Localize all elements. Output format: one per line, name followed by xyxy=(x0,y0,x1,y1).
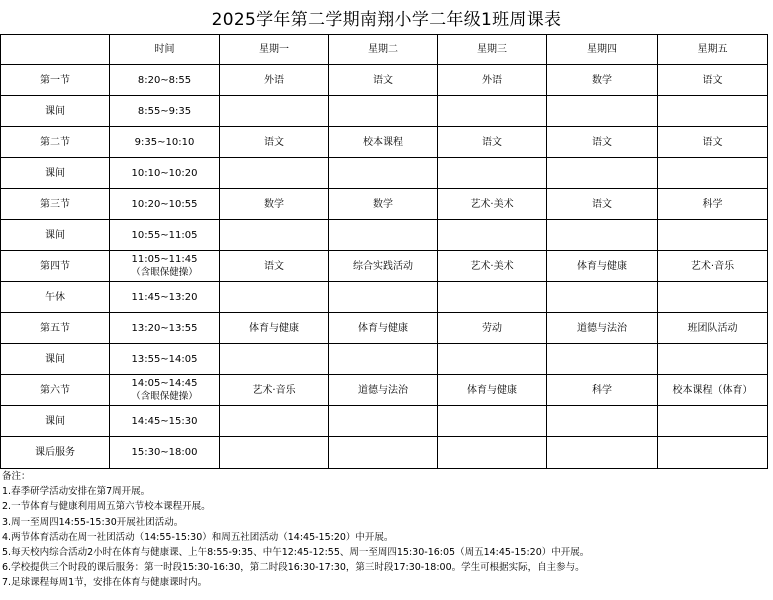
subject-cell: 科学 xyxy=(547,375,658,406)
time-cell xyxy=(110,220,220,251)
time-note: （含眼保健操） xyxy=(131,391,198,402)
time-range: 8:20~8:55 xyxy=(137,74,192,86)
period-label-cell: 课间 xyxy=(1,96,110,127)
period-label-cell: 第六节 xyxy=(1,375,110,406)
subject-cell: 数学 xyxy=(329,189,438,220)
schedule-row xyxy=(1,220,768,251)
period-label-cell: 课间 xyxy=(1,344,110,375)
subject-cell: 艺术·音乐 xyxy=(658,251,768,282)
schedule-row xyxy=(1,375,768,406)
time-cell xyxy=(110,344,220,375)
subject-cell: 艺术·美术 xyxy=(438,251,547,282)
time-range: 9:35~10:10 xyxy=(134,136,195,148)
time-range: 13:20~13:55 xyxy=(131,322,198,334)
schedule-row xyxy=(1,127,768,158)
subject-cell xyxy=(547,406,658,437)
subject-cell: 道德与法治 xyxy=(329,375,438,406)
subject-cell: 艺术·美术 xyxy=(438,189,547,220)
subject-cell: 语文 xyxy=(220,251,329,282)
note-item: 7.足球课程每周1节，安排在体育与健康课时内。 xyxy=(2,577,208,589)
subject-cell: 数学 xyxy=(220,189,329,220)
subject-cell xyxy=(329,437,438,469)
schedule-row xyxy=(1,282,768,313)
subject-cell: 劳动 xyxy=(438,313,547,344)
note-item: 5.每天校内综合活动2小时在体育与健康课、上午8:55-9:35、中午12:45-12:55、周一至周四15:30-16:05（周五14:45-15:20）中开展。 xyxy=(2,547,590,559)
time-range: 10:55~11:05 xyxy=(131,229,198,241)
schedule-row xyxy=(1,251,768,282)
subject-cell: 语文 xyxy=(547,189,658,220)
subject-cell xyxy=(438,437,547,469)
note-item: 2.一节体育与健康利用周五第六节校本课程开展。 xyxy=(2,501,211,513)
subject-cell xyxy=(658,437,768,469)
note-item: 6.学校提供三个时段的课后服务：第一时段15:30-16:30，第二时段16:30-17:30，第三时段17:30-18:00。学生可根据实际，自主参与。 xyxy=(2,562,585,574)
subject-cell xyxy=(220,158,329,189)
subject-cell: 语文 xyxy=(220,127,329,158)
schedule-row xyxy=(1,437,768,469)
subject-cell xyxy=(438,96,547,127)
header-day-2: 星期二 xyxy=(329,35,438,65)
subject-cell xyxy=(658,158,768,189)
schedule-row xyxy=(1,96,768,127)
period-label-cell: 课间 xyxy=(1,158,110,189)
subject-cell: 体育与健康 xyxy=(547,251,658,282)
schedule-row xyxy=(1,344,768,375)
subject-cell xyxy=(658,96,768,127)
period-label-cell: 课间 xyxy=(1,220,110,251)
subject-cell xyxy=(329,282,438,313)
subject-cell: 校本课程 xyxy=(329,127,438,158)
note-item: 3.周一至周四14:55-15:30开展社团活动。 xyxy=(2,516,184,528)
subject-cell xyxy=(220,96,329,127)
subject-cell xyxy=(547,158,658,189)
subject-cell xyxy=(220,406,329,437)
time-cell xyxy=(110,158,220,189)
period-label-cell: 第三节 xyxy=(1,189,110,220)
subject-cell: 体育与健康 xyxy=(438,375,547,406)
subject-cell xyxy=(658,406,768,437)
time-cell xyxy=(110,282,220,313)
time-cell xyxy=(110,65,220,96)
subject-cell: 体育与健康 xyxy=(220,313,329,344)
time-range: 14:05~14:45 xyxy=(131,378,198,389)
period-label-cell: 课后服务 xyxy=(1,437,110,469)
subject-cell: 语文 xyxy=(329,65,438,96)
period-label-cell: 第二节 xyxy=(1,127,110,158)
time-cell xyxy=(110,96,220,127)
header-day-1: 星期一 xyxy=(220,35,329,65)
time-range: 10:10~10:20 xyxy=(131,167,198,179)
time-range: 10:20~10:55 xyxy=(131,198,198,210)
schedule-row xyxy=(1,189,768,220)
schedule-row xyxy=(1,65,768,96)
schedule-row xyxy=(1,406,768,437)
subject-cell xyxy=(220,344,329,375)
header-day-3: 星期三 xyxy=(438,35,547,65)
time-range: 14:45~15:30 xyxy=(131,415,198,427)
period-label-cell: 课间 xyxy=(1,406,110,437)
period-label-cell: 第一节 xyxy=(1,65,110,96)
time-cell xyxy=(110,189,220,220)
subject-cell: 体育与健康 xyxy=(329,313,438,344)
subject-cell xyxy=(547,220,658,251)
time-cell xyxy=(110,437,220,469)
note-item: 4.两节体育活动在周一社团活动（14:55-15:30）和周五社团活动（14:45-15:20）中开展。 xyxy=(2,531,394,543)
schedule-row xyxy=(1,313,768,344)
subject-cell xyxy=(329,406,438,437)
subject-cell xyxy=(547,96,658,127)
header-day-5: 星期五 xyxy=(658,35,768,65)
time-range: 13:55~14:05 xyxy=(131,353,198,365)
notes-section xyxy=(2,469,770,591)
note-item: 1.春季研学活动安排在第7周开展。 xyxy=(2,486,151,498)
period-label-cell: 第四节 xyxy=(1,251,110,282)
subject-cell: 外语 xyxy=(220,65,329,96)
subject-cell xyxy=(438,282,547,313)
subject-cell: 语文 xyxy=(658,127,768,158)
subject-cell: 数学 xyxy=(547,65,658,96)
header-row xyxy=(1,35,768,65)
subject-cell xyxy=(329,96,438,127)
time-cell xyxy=(110,251,220,282)
time-cell xyxy=(110,313,220,344)
subject-cell xyxy=(547,437,658,469)
notes-heading: 备注： xyxy=(2,471,31,482)
subject-cell: 艺术·音乐 xyxy=(220,375,329,406)
subject-cell xyxy=(658,282,768,313)
subject-cell: 语文 xyxy=(658,65,768,96)
subject-cell xyxy=(329,344,438,375)
subject-cell: 校本课程（体育） xyxy=(658,375,768,406)
subject-cell xyxy=(438,344,547,375)
subject-cell: 科学 xyxy=(658,189,768,220)
subject-cell: 语文 xyxy=(438,127,547,158)
subject-cell xyxy=(220,282,329,313)
subject-cell xyxy=(329,220,438,251)
header-day-4: 星期四 xyxy=(547,35,658,65)
subject-cell xyxy=(329,158,438,189)
subject-cell xyxy=(438,158,547,189)
schedule-title: 2025学年第二学期南翔小学二年级1班周课表 xyxy=(211,9,562,30)
subject-cell: 班团队活动 xyxy=(658,313,768,344)
time-range: 8:55~9:35 xyxy=(137,105,192,117)
time-cell xyxy=(110,375,220,406)
subject-cell xyxy=(220,220,329,251)
period-label-cell: 午休 xyxy=(1,282,110,313)
subject-cell xyxy=(438,220,547,251)
subject-cell: 外语 xyxy=(438,65,547,96)
time-note: （含眼保健操） xyxy=(131,267,198,278)
schedule-row xyxy=(1,158,768,189)
header-time-cell: 时间 xyxy=(110,35,220,65)
time-range: 11:45~13:20 xyxy=(131,291,198,303)
subject-cell xyxy=(547,282,658,313)
subject-cell xyxy=(547,344,658,375)
time-cell xyxy=(110,127,220,158)
period-label-cell: 第五节 xyxy=(1,313,110,344)
subject-cell: 道德与法治 xyxy=(547,313,658,344)
schedule-table xyxy=(0,34,768,469)
time-range: 15:30~18:00 xyxy=(131,447,198,458)
time-range: 11:05~11:45 xyxy=(131,254,198,265)
subject-cell: 综合实践活动 xyxy=(329,251,438,282)
subject-cell xyxy=(658,220,768,251)
time-cell xyxy=(110,406,220,437)
subject-cell xyxy=(220,437,329,469)
subject-cell xyxy=(438,406,547,437)
header-corner-cell xyxy=(1,35,110,65)
subject-cell xyxy=(658,344,768,375)
subject-cell: 语文 xyxy=(547,127,658,158)
